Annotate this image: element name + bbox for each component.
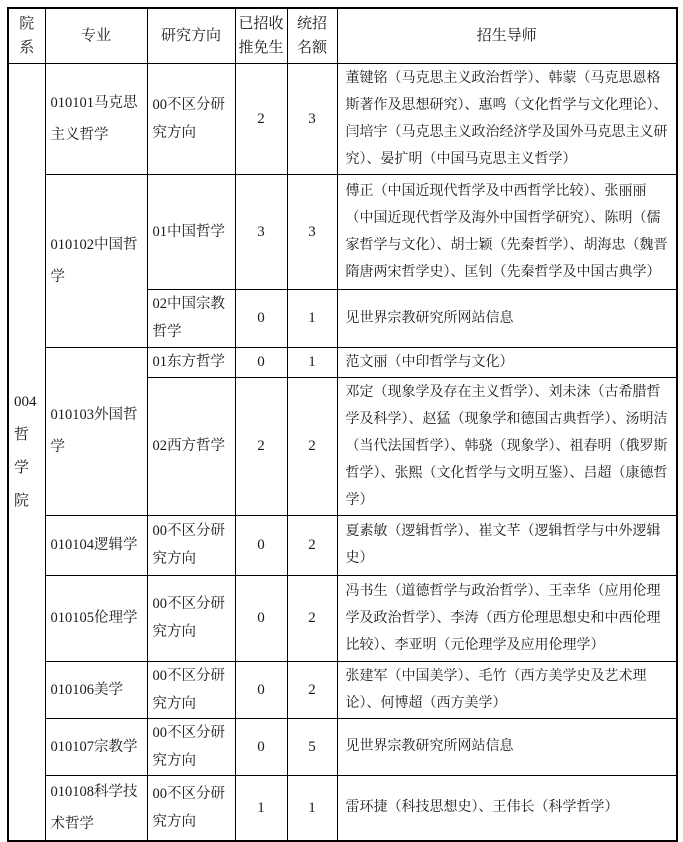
admitted-cell: 0 — [235, 718, 287, 775]
quota-cell: 2 — [287, 515, 337, 575]
admitted-cell: 1 — [235, 775, 287, 841]
supervisors-cell: 见世界宗教研究所网站信息 — [337, 289, 677, 347]
table-row — [8, 347, 677, 377]
supervisors-cell: 冯书生（道德哲学与政治哲学）、王幸华（应用伦理学及政治哲学）、李涛（西方伦理思想史和中西伦理比较）、李亚明（元伦理学及应用伦理学） — [337, 575, 677, 661]
quota-cell: 1 — [287, 289, 337, 347]
direction-cell: 02中国宗教哲学 — [147, 289, 235, 347]
supervisors-cell: 夏素敏（逻辑哲学）、崔文芊（逻辑哲学与中外逻辑史） — [337, 515, 677, 575]
supervisors-cell: 见世界宗教研究所网站信息 — [337, 718, 677, 775]
quota-cell: 1 — [287, 347, 337, 377]
admissions-table — [7, 7, 678, 842]
quota-cell: 3 — [287, 174, 337, 289]
document-page — [0, 7, 683, 842]
header-quota: 统招名额 — [287, 8, 337, 63]
direction-cell: 01东方哲学 — [147, 347, 235, 377]
direction-cell: 02西方哲学 — [147, 377, 235, 515]
direction-cell: 00不区分研究方向 — [147, 718, 235, 775]
quota-cell: 2 — [287, 575, 337, 661]
header-supervisors: 招生导师 — [337, 8, 677, 63]
quota-cell: 5 — [287, 718, 337, 775]
major-cell: 010103外国哲学 — [45, 347, 147, 515]
quota-cell: 1 — [287, 775, 337, 841]
table-row — [8, 63, 677, 174]
table-row — [8, 661, 677, 718]
supervisors-cell: 范文丽（中印哲学与文化） — [337, 347, 677, 377]
admitted-cell: 2 — [235, 377, 287, 515]
major-cell: 010101马克思主义哲学 — [45, 63, 147, 174]
header-major: 专业 — [45, 8, 147, 63]
admitted-cell: 2 — [235, 63, 287, 174]
direction-cell: 00不区分研究方向 — [147, 575, 235, 661]
major-cell: 010102中国哲学 — [45, 174, 147, 347]
header-department: 院系 — [8, 8, 45, 63]
department-cell: 004哲学院 — [8, 63, 45, 841]
supervisors-cell: 邓定（现象学及存在主义哲学）、刘未沫（古希腊哲学及科学）、赵猛（现象学和德国古典哲学）、汤明洁（当代法国哲学）、韩骁（现象学）、祖春明（俄罗斯哲学）、张熙（文化哲学与文明互鉴）、吕超（康德哲学） — [337, 377, 677, 515]
table-row — [8, 515, 677, 575]
major-cell: 010108科学技术哲学 — [45, 775, 147, 841]
admitted-cell: 0 — [235, 289, 287, 347]
major-cell: 010104逻辑学 — [45, 515, 147, 575]
supervisors-cell: 雷环捷（科技思想史）、王伟长（科学哲学） — [337, 775, 677, 841]
supervisors-cell: 张建军（中国美学）、毛竹（西方美学史及艺术理论）、何博超（西方美学） — [337, 661, 677, 718]
admitted-cell: 3 — [235, 174, 287, 289]
table-header-row — [8, 8, 677, 63]
header-direction: 研究方向 — [147, 8, 235, 63]
direction-cell: 00不区分研究方向 — [147, 63, 235, 174]
header-admitted-recommended: 已招收推免生 — [235, 8, 287, 63]
direction-cell: 00不区分研究方向 — [147, 775, 235, 841]
supervisors-cell: 董键铭（马克思主义政治哲学）、韩蒙（马克思恩格斯著作及思想研究）、惠鸣（文化哲学与文化理论）、闫培宇（马克思主义政治经济学及国外马克思主义研究）、晏扩明（中国马克思主义哲学） — [337, 63, 677, 174]
major-cell: 010106美学 — [45, 661, 147, 718]
quota-cell: 3 — [287, 63, 337, 174]
admitted-cell: 0 — [235, 575, 287, 661]
supervisors-cell: 傅正（中国近现代哲学及中西哲学比较）、张丽丽（中国近现代哲学及海外中国哲学研究）、陈明（儒家哲学与文化）、胡士颖（先秦哲学）、胡海忠（魏晋隋唐两宋哲学史）、匡钊（先秦哲学及中国古典学） — [337, 174, 677, 289]
major-cell: 010107宗教学 — [45, 718, 147, 775]
admitted-cell: 0 — [235, 347, 287, 377]
direction-cell: 01中国哲学 — [147, 174, 235, 289]
table-row — [8, 174, 677, 289]
admitted-cell: 0 — [235, 661, 287, 718]
table-row — [8, 775, 677, 841]
quota-cell: 2 — [287, 377, 337, 515]
table-row — [8, 575, 677, 661]
direction-cell: 00不区分研究方向 — [147, 661, 235, 718]
direction-cell: 00不区分研究方向 — [147, 515, 235, 575]
major-cell: 010105伦理学 — [45, 575, 147, 661]
quota-cell: 2 — [287, 661, 337, 718]
table-row — [8, 718, 677, 775]
admitted-cell: 0 — [235, 515, 287, 575]
